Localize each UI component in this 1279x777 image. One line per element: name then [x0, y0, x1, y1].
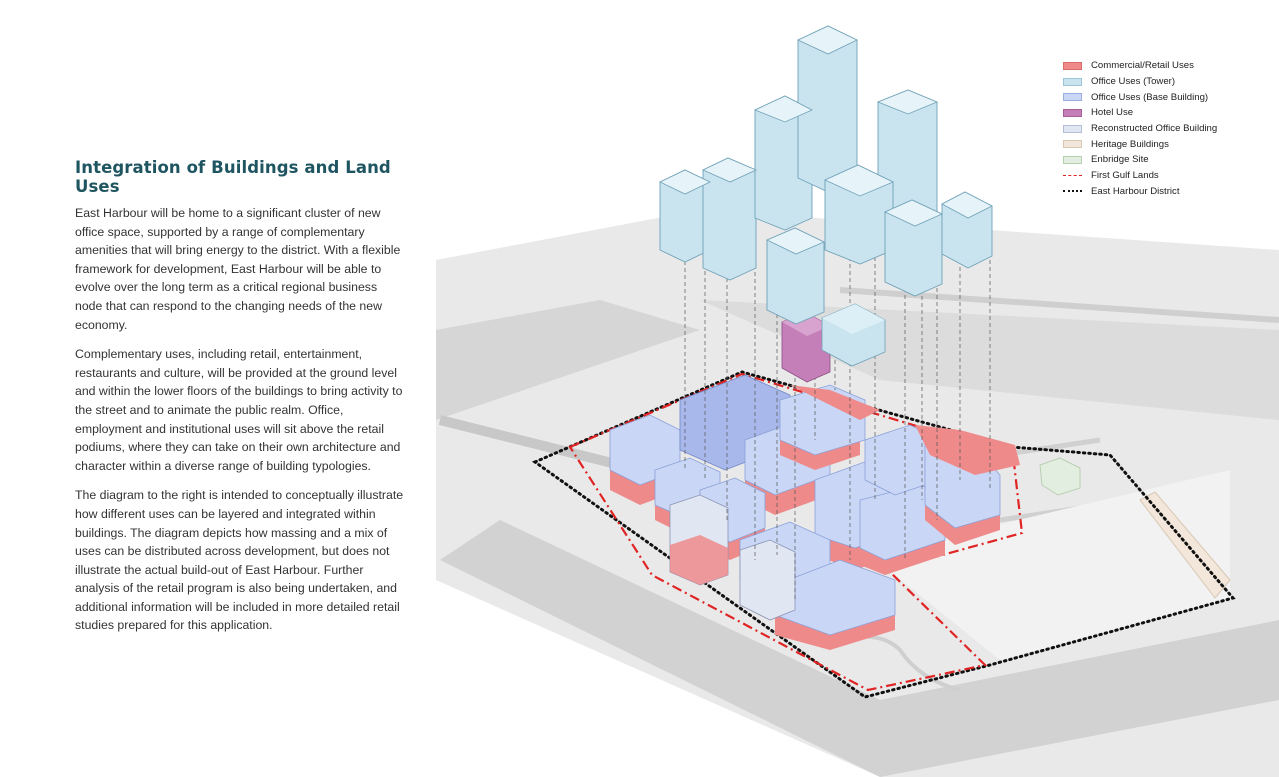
legend-swatch: [1063, 93, 1082, 101]
legend-swatch: [1063, 125, 1082, 133]
legend-swatch: [1063, 62, 1082, 70]
legend-label: Hotel Use: [1091, 107, 1134, 119]
legend-swatch: [1063, 78, 1082, 86]
legend-item: [1063, 168, 1217, 184]
paragraph-2: Complementary uses, including retail, entertainment, restaurants and culture, will be provided at the ground level and within the lower floors of the buildings to bring activity to the street and to animate the public realm. Office, employment and institutional uses will sit above the retail podiums, where they can take on their own architecture and character within a diverse range of building typologies.: [75, 347, 403, 473]
legend-label: First Gulf Lands: [1091, 170, 1159, 182]
legend-item: [1063, 58, 1217, 74]
legend-label: Enbridge Site: [1091, 154, 1149, 166]
legend-item: [1063, 136, 1217, 152]
legend-label: Commercial/Retail Uses: [1091, 60, 1194, 72]
legend-item: [1063, 105, 1217, 121]
legend-label: Reconstructed Office Building: [1091, 123, 1218, 135]
legend-label: Heritage Buildings: [1091, 138, 1169, 150]
legend-item: [1063, 184, 1217, 200]
paragraph-1: East Harbour will be home to a significant cluster of new office space, supported by a range of complementary amenities that will bring energy to the district. With a flexible framework for development, East Harbour will be able to evolve over the long term as a critical regional business node that can respond to the changing needs of the new economy.: [75, 206, 401, 332]
legend-swatch: [1063, 109, 1082, 117]
legend-item: [1063, 74, 1217, 90]
legend-swatch: [1063, 156, 1082, 164]
legend-label: Office Uses (Base Building): [1091, 91, 1209, 103]
legend-label: East Harbour District: [1091, 185, 1180, 197]
legend-swatch: [1063, 190, 1082, 192]
legend-swatch: [1063, 140, 1082, 148]
legend-item: [1063, 121, 1217, 137]
section-heading: Integration of Buildings and Land Uses: [75, 158, 391, 196]
legend-item: [1063, 89, 1217, 105]
legend: [1063, 58, 1217, 199]
legend-item: [1063, 152, 1217, 168]
legend-label: Office Uses (Tower): [1091, 76, 1176, 88]
paragraph-3: The diagram to the right is intended to conceptually illustrate how different uses can be layered and integrated within buildings. The diagram depicts how massing and a mix of uses can be distributed across development, but does not illustrate the actual build-out of East Harbour. Further analysis of the retail program is also being undertaken, and additional information will be included in more detailed retail studies prepared for this application.: [75, 488, 404, 633]
legend-swatch: [1063, 175, 1082, 176]
